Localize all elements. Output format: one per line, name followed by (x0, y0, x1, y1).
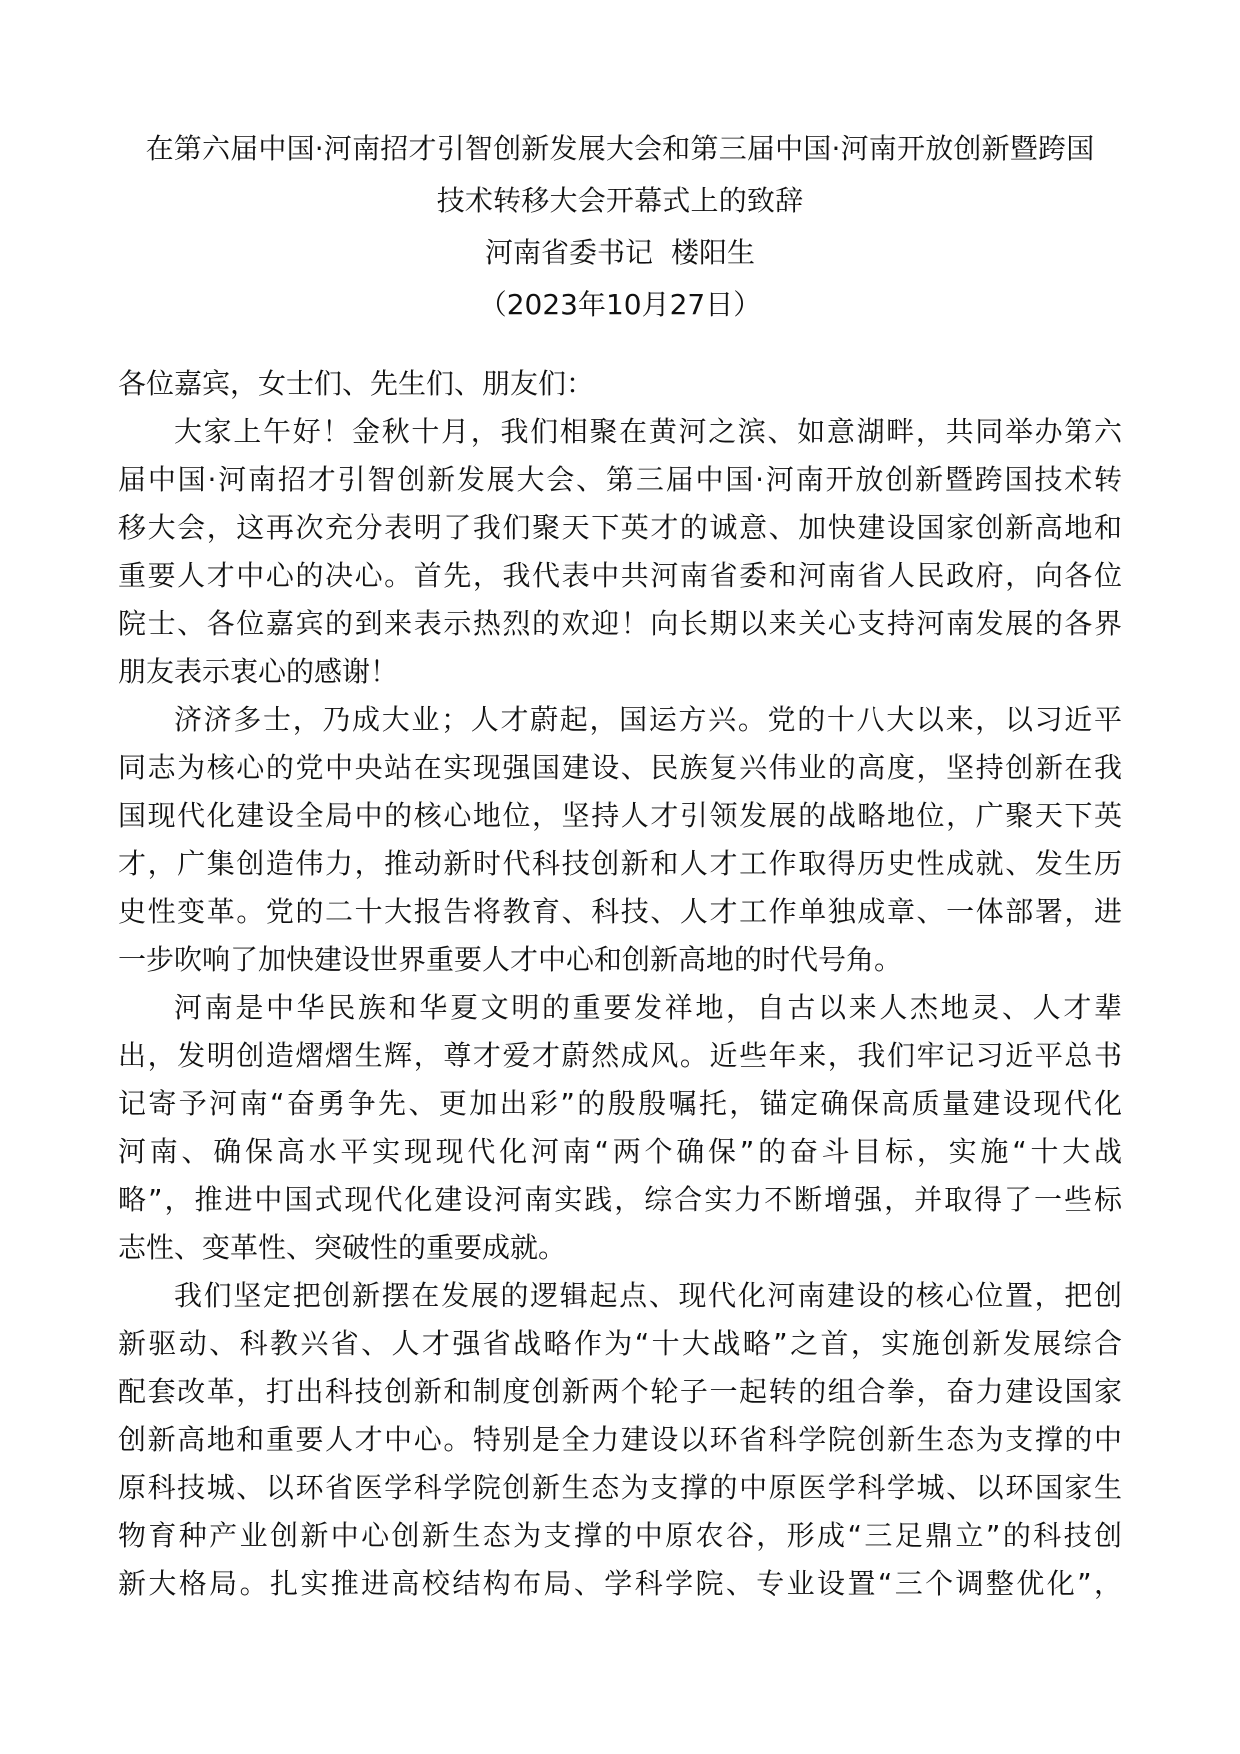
paragraph-line: 史性变革。党的二十大报告将教育、科技、人才工作单独成章、一体部署，进 (118, 895, 1122, 928)
paragraph-line: 河南是中华民族和华夏文明的重要发祥地，自古以来人杰地灵、人才辈 (174, 991, 1122, 1024)
paragraph-line: 同志为核心的党中央站在实现强国建设、民族复兴伟业的高度，坚持创新在我 (118, 751, 1122, 784)
salutation: 各位嘉宾，女士们、先生们、朋友们： (118, 367, 595, 400)
paragraph-line: 原科技城、以环省医学科学院创新生态为支撑的中原医学科学城、以环国家生 (118, 1471, 1122, 1504)
paragraph-line: 一步吹响了加快建设世界重要人才中心和创新高地的时代号角。 (118, 943, 903, 976)
paragraph-3 (118, 984, 1122, 1272)
paragraph-line: 大家上午好！金秋十月，我们相聚在黄河之滨、如意湖畔，共同举办第六 (174, 415, 1122, 448)
author-name: 楼阳生 (671, 236, 756, 269)
paragraph-line: 才，广集创造伟力，推动新时代科技创新和人才工作取得历史性成就、发生历 (118, 847, 1122, 880)
paragraph-line: 配套改革，打出科技创新和制度创新两个轮子一起转的组合拳，奋力建设国家 (118, 1375, 1122, 1408)
paragraph-line: 河南、确保高水平实现现代化河南“两个确保”的奋斗目标，实施“十大战 (118, 1135, 1122, 1168)
document-body (118, 360, 1122, 1608)
paragraph-line: 出，发明创造熠熠生辉，尊才爱才蔚然成风。近些年来，我们牢记习近平总书 (118, 1039, 1122, 1072)
title-line-2: 技术转移大会开幕式上的致辞 (436, 184, 804, 217)
paragraph-4 (118, 1272, 1122, 1608)
speech-date: （2023年10月27日） (478, 288, 762, 321)
paragraph-line: 新大格局。扎实推进高校结构布局、学科学院、专业设置“三个调整优化”， (118, 1567, 1122, 1600)
paragraph-line: 院士、各位嘉宾的到来表示热烈的欢迎！向长期以来关心支持河南发展的各界 (118, 607, 1122, 640)
paragraph-line: 我们坚定把创新摆在发展的逻辑起点、现代化河南建设的核心位置，把创 (174, 1279, 1122, 1312)
author-organization: 河南省委书记 (484, 236, 653, 269)
paragraph-line: 重要人才中心的决心。首先，我代表中共河南省委和河南省人民政府，向各位 (118, 559, 1122, 592)
paragraph-line: 济济多士，乃成大业；人才蔚起，国运方兴。党的十八大以来，以习近平 (174, 703, 1122, 736)
paragraph-line: 物育种产业创新中心创新生态为支撑的中原农谷，形成“三足鼎立”的科技创 (118, 1519, 1122, 1552)
paragraph-1 (118, 408, 1122, 696)
paragraph-line: 创新高地和重要人才中心。特别是全力建设以环省科学院创新生态为支撑的中 (118, 1423, 1122, 1456)
paragraph-line: 新驱动、科教兴省、人才强省战略作为“十大战略”之首，实施创新发展综合 (118, 1327, 1122, 1360)
paragraph-line: 国现代化建设全局中的核心地位，坚持人才引领发展的战略地位，广聚天下英 (118, 799, 1122, 832)
paragraph-line: 移大会，这再次充分表明了我们聚天下英才的诚意、加快建设国家创新高地和 (118, 511, 1122, 544)
paragraph-line: 略”，推进中国式现代化建设河南实践，综合实力不断增强，并取得了一些标 (118, 1183, 1122, 1216)
author-line (100, 232, 1140, 284)
title-line-1: 在第六届中国·河南招才引智创新发展大会和第三届中国·河南开放创新暨跨国 (145, 132, 1095, 165)
document-heading (100, 128, 1140, 336)
paragraph-2 (118, 696, 1122, 984)
paragraph-line: 志性、变革性、突破性的重要成就。 (118, 1231, 567, 1264)
paragraph-line: 朋友表示衷心的感谢！ (118, 655, 399, 688)
paragraph-line: 记寄予河南“奋勇争先、更加出彩”的殷殷嘱托，锚定确保高质量建设现代化 (118, 1087, 1122, 1120)
paragraph-line: 届中国·河南招才引智创新发展大会、第三届中国·河南开放创新暨跨国技术转 (118, 463, 1122, 496)
